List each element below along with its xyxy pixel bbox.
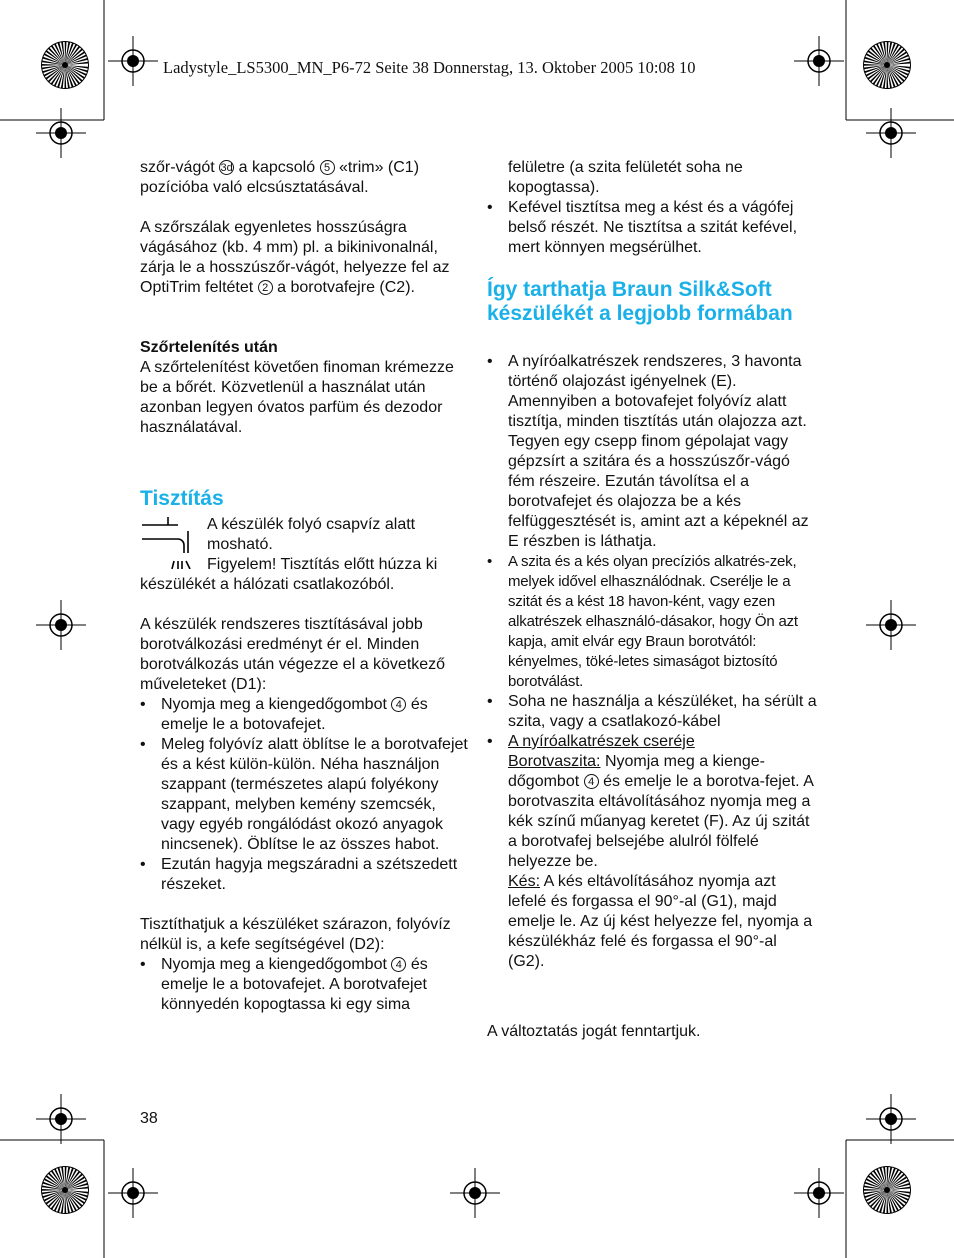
registration-mark-icon: [866, 1094, 916, 1144]
continued-item: [487, 158, 817, 198]
water-note: A készülék folyó csapvíz alatt mosható.: [140, 515, 470, 555]
footer-note: A változtatás jogát fenntartjuk.: [487, 1023, 701, 1040]
registration-mark-icon: [36, 108, 86, 158]
print-header: Ladystyle_LS5300_MN_P6-72 Seite 38 Donnerstag, 13. Oktober 2005 10:08 10: [163, 58, 696, 77]
list-item: • Nyomja meg a kiengedőgombot 4 és emelje le a botovafejet.: [140, 695, 470, 735]
registration-mark-icon: [866, 600, 916, 650]
star-target-icon: [40, 40, 90, 90]
dry-cleaning-list: [140, 955, 470, 1015]
care-list: [487, 352, 817, 972]
list-item: • Soha ne használja a készüléket, ha sérült a szita, vagy a csatlakozó-kábel: [487, 692, 817, 732]
intro-paragraph-1: szőr-vágót 3d a kapcsoló 5 «trim» (C1) pozícióba való elcsúsztatásával.: [140, 159, 420, 196]
foil-label: Borotvaszita:: [508, 753, 601, 770]
replacement-title: A nyíróalkatrészek cseréje: [508, 733, 695, 750]
care-heading: Így tarthatja Braun Silk&Soft készülékét a legjobb formában: [487, 278, 793, 325]
star-target-icon: [862, 1165, 912, 1215]
registration-mark-icon: [36, 600, 86, 650]
right-column: [487, 158, 817, 1042]
ref-number-badge: 4: [391, 957, 406, 972]
cleaning-steps-list: [140, 695, 470, 895]
faucet-water-icon: [140, 517, 192, 569]
ref-number-badge: 5: [320, 160, 335, 175]
clean-heading: Tisztítás: [140, 487, 224, 510]
list-item: • Meleg folyóvíz alatt öblítse le a borotvafejet és a kést külön-külön. Néha használjon szappant (természetes alapú folyékony szappant, melyben kemény szemcsék, vagy egyéb rongálódást okozó anyagok nincsenek). Öblítse le az összes habot.: [140, 735, 470, 855]
ref-number-badge: 4: [584, 774, 599, 789]
registration-mark-icon: [794, 1168, 844, 1218]
registration-mark-icon: [108, 1168, 158, 1218]
left-column: [140, 158, 470, 1015]
registration-mark-icon: [108, 36, 158, 86]
ref-number-badge: 2: [258, 280, 273, 295]
registration-mark-icon: [36, 1094, 86, 1144]
list-item: • A nyíróalkatrészek rendszeres, 3 havonta történő olajozást igényelnek (E). Amennyiben a botovafejet folyóvíz alatt tisztítja, minden tisztítás után olajozza azt. Tegyen egy csepp finom gépolajat vagy gépzsírt a szitára és a hosszúszőr-vágó fém részeire. Ezután távolítsa el a borotvafejet és olajozza be a kés felfüggesztését is, amint azt a képeknél az E részben is láthatja.: [487, 352, 817, 552]
after-paragraph: A szőrtelenítést követően finoman krémezze be a bőrét. Közvetlenül a használat után azonban legyen óvatos parfüm és dezodor használatával.: [140, 359, 454, 436]
blade-label: Kés:: [508, 873, 541, 890]
registration-mark-icon: [450, 1168, 500, 1218]
star-target-icon: [40, 1165, 90, 1215]
dry-cleaning-paragraph: Tisztíthatjuk a készüléket szárazon, folyóvíz nélkül is, a kefe segítségével (D2):: [140, 916, 451, 953]
ref-number-badge: 3d: [220, 162, 233, 174]
list-item: • Nyomja meg a kiengedőgombot 4 és emelje le a botovafejet. A borotvafejet könnyedén kopogtassa ki egy sima: [140, 955, 470, 1015]
intro-paragraph-2: A szőrszálak egyenletes hosszúságra vágásához (kb. 4 mm) pl. a bikinivonalnál, zárja le a hosszúszőr-vágót, helyezze fel az OptiTrim feltétet 2 a borotvafejre (C2).: [140, 219, 450, 296]
registration-mark-icon: [794, 36, 844, 86]
registration-mark-icon: [866, 108, 916, 158]
warning-paragraph: Figyelem! Tisztítás előtt húzza ki készülékét a hálózati csatlakozóból.: [140, 556, 438, 593]
star-target-icon: [862, 40, 912, 90]
brush-list: [487, 198, 817, 258]
list-item: felületre (a szita felületét soha ne kopogtassa).: [508, 159, 743, 196]
list-item: • Ezután hagyja megszáradni a szétszedett részeket.: [140, 855, 470, 895]
ref-number-badge: 4: [391, 697, 406, 712]
list-item: • A szita és a kés olyan precíziós alkatrés-zek, melyek idővel elhasználódnak. Cserélje le a szitát és a kést 18 havon-ként, vagy ezen alkatrészek elhasználó-dásakor, hogy Ön azt kapja, amit elvár egy Braun borotvától: kényelmes, töké-letes simaságot biztosító borotválást.: [487, 552, 817, 692]
list-item: • A nyíróalkatrészek cseréje Borotvaszita: Nyomja meg a kienge-dőgombot 4 és emelje le a borotva-fejet. A borotvaszita eltávolításához nyomja meg a kék színű műanyag keretet (F). Az új szitát a borotvafej belsejébe alulról fölfelé helyezze be. Kés: A kés eltávolításához nyomja azt lefelé és forgassa el 90°-al (G1), majd emelje le. Az új kést helyezze fel, nyomja a készülékház felé és forgassa el 90°-al (G2).: [487, 732, 817, 972]
after-heading: Szőrtelenítés után: [140, 339, 278, 356]
page-number: 38: [140, 1110, 158, 1127]
list-item: • Kefével tisztítsa meg a kést és a vágófej belső részét. Ne tisztítsa a szitát kefével, mert könnyen megsérülhet.: [487, 198, 817, 258]
regular-cleaning-paragraph: A készülék rendszeres tisztításával jobb borotválkozási eredményt ér el. Minden borotválkozás után végezze el a következő műveleteket (D1):: [140, 616, 446, 693]
